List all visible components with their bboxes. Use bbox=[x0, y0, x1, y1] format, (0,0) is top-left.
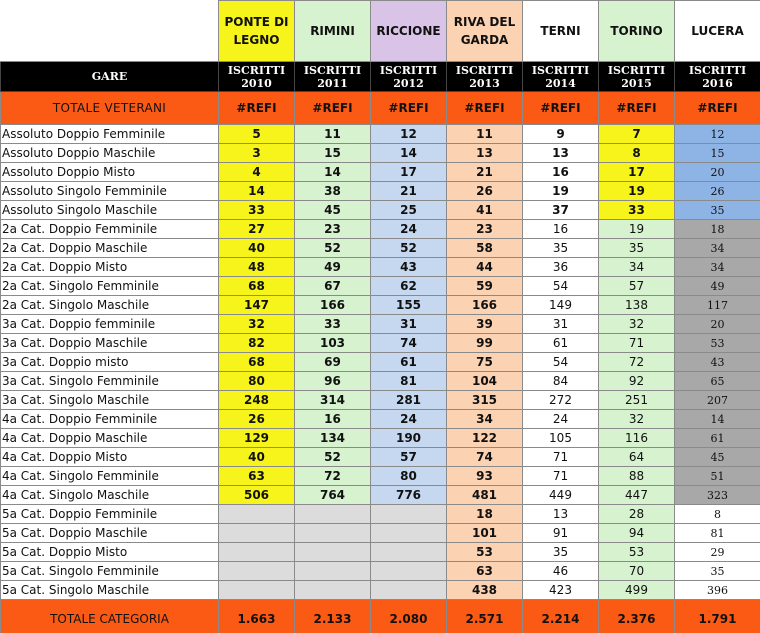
row-label-cell[interactable]: 4a Cat. Singolo Maschile bbox=[1, 486, 219, 505]
totale-veterani-cell[interactable]: #REFI bbox=[599, 92, 675, 125]
table-row bbox=[1, 524, 760, 543]
value-cell[interactable]: 3 bbox=[219, 144, 295, 163]
value-cell[interactable]: 62 bbox=[371, 277, 447, 296]
row-label-cell[interactable]: 2a Cat. Doppio Misto bbox=[1, 258, 219, 277]
value-cell[interactable] bbox=[295, 505, 371, 524]
value-cell[interactable]: 7 bbox=[599, 125, 675, 144]
value-cell[interactable]: 21 bbox=[447, 163, 523, 182]
value-cell[interactable]: 54 bbox=[523, 353, 599, 372]
table-row bbox=[1, 486, 760, 505]
totale-veterani-label[interactable]: TOTALE VETERANI bbox=[1, 92, 219, 125]
value-cell[interactable]: 17 bbox=[371, 163, 447, 182]
value-cell[interactable]: 36 bbox=[523, 258, 599, 277]
value-cell[interactable]: 19 bbox=[599, 182, 675, 201]
value-cell[interactable]: 37 bbox=[523, 201, 599, 220]
totale-veterani-cell[interactable]: #REFI bbox=[447, 92, 523, 125]
value-cell[interactable]: 11 bbox=[295, 125, 371, 144]
value-cell[interactable]: 43 bbox=[675, 353, 760, 372]
value-cell[interactable]: 67 bbox=[295, 277, 371, 296]
value-cell[interactable]: 8 bbox=[675, 505, 760, 524]
value-cell[interactable]: 4 bbox=[219, 163, 295, 182]
table-row bbox=[1, 353, 760, 372]
corner-cell[interactable] bbox=[1, 1, 219, 62]
value-cell[interactable]: 248 bbox=[219, 391, 295, 410]
value-cell[interactable]: 13 bbox=[523, 505, 599, 524]
table-row bbox=[1, 239, 760, 258]
totale-categoria-cell[interactable]: 2.571 bbox=[447, 600, 523, 633]
value-cell[interactable]: 16 bbox=[523, 163, 599, 182]
value-cell[interactable]: 29 bbox=[675, 543, 760, 562]
totale-categoria-cell[interactable]: 2.214 bbox=[523, 600, 599, 633]
row-label-cell[interactable]: 3a Cat. Doppio Maschile bbox=[1, 334, 219, 353]
value-cell[interactable] bbox=[219, 562, 295, 581]
value-cell[interactable]: 16 bbox=[295, 410, 371, 429]
value-cell[interactable]: 52 bbox=[295, 448, 371, 467]
totale-veterani-row bbox=[1, 92, 760, 125]
table-row bbox=[1, 562, 760, 581]
value-cell[interactable]: 8 bbox=[599, 144, 675, 163]
table-row bbox=[1, 410, 760, 429]
table-row bbox=[1, 144, 760, 163]
value-cell[interactable]: 149 bbox=[523, 296, 599, 315]
value-cell[interactable]: 28 bbox=[599, 505, 675, 524]
value-cell[interactable]: 54 bbox=[523, 277, 599, 296]
value-cell[interactable]: 506 bbox=[219, 486, 295, 505]
value-cell[interactable] bbox=[371, 543, 447, 562]
value-cell[interactable]: 49 bbox=[675, 277, 760, 296]
value-cell[interactable]: 24 bbox=[371, 220, 447, 239]
row-label-cell[interactable]: 5a Cat. Singolo Femminile bbox=[1, 562, 219, 581]
value-cell[interactable]: 101 bbox=[447, 524, 523, 543]
value-cell[interactable]: 61 bbox=[371, 353, 447, 372]
totale-veterani-cell[interactable]: #REFI bbox=[219, 92, 295, 125]
value-cell[interactable]: 34 bbox=[675, 239, 760, 258]
value-cell[interactable]: 49 bbox=[295, 258, 371, 277]
value-cell[interactable]: 5 bbox=[219, 125, 295, 144]
value-cell[interactable]: 70 bbox=[599, 562, 675, 581]
table-row bbox=[1, 391, 760, 410]
row-label-cell[interactable]: Assoluto Doppio Maschile bbox=[1, 144, 219, 163]
value-cell[interactable]: 19 bbox=[523, 182, 599, 201]
value-cell[interactable]: 104 bbox=[447, 372, 523, 391]
value-cell[interactable]: 26 bbox=[219, 410, 295, 429]
year-header-cell[interactable]: ISCRITTI 2015 bbox=[599, 62, 675, 92]
venue-header-cell[interactable]: RICCIONE bbox=[371, 1, 447, 62]
table-row bbox=[1, 448, 760, 467]
value-cell[interactable]: 9 bbox=[523, 125, 599, 144]
totale-veterani-cell[interactable]: #REFI bbox=[295, 92, 371, 125]
value-cell[interactable]: 19 bbox=[599, 220, 675, 239]
value-cell[interactable]: 166 bbox=[295, 296, 371, 315]
gare-label-cell[interactable]: GARE bbox=[1, 62, 219, 92]
venue-header-cell[interactable]: RIVA DEL GARDA bbox=[447, 1, 523, 62]
value-cell[interactable]: 323 bbox=[675, 486, 760, 505]
venue-header-row bbox=[1, 1, 760, 62]
table-row bbox=[1, 429, 760, 448]
row-label-cell[interactable]: 2a Cat. Doppio Maschile bbox=[1, 239, 219, 258]
value-cell[interactable]: 94 bbox=[599, 524, 675, 543]
row-label-cell[interactable]: 5a Cat. Doppio Maschile bbox=[1, 524, 219, 543]
value-cell[interactable]: 74 bbox=[371, 334, 447, 353]
value-cell[interactable]: 15 bbox=[675, 144, 760, 163]
value-cell[interactable]: 18 bbox=[675, 220, 760, 239]
value-cell[interactable]: 45 bbox=[675, 448, 760, 467]
venue-header-cell[interactable]: TERNI bbox=[523, 1, 599, 62]
value-cell[interactable]: 26 bbox=[447, 182, 523, 201]
value-cell[interactable]: 281 bbox=[371, 391, 447, 410]
value-cell[interactable] bbox=[295, 562, 371, 581]
value-cell[interactable]: 40 bbox=[219, 239, 295, 258]
value-cell[interactable]: 14 bbox=[371, 144, 447, 163]
value-cell[interactable]: 24 bbox=[371, 410, 447, 429]
table-row bbox=[1, 220, 760, 239]
value-cell[interactable]: 33 bbox=[599, 201, 675, 220]
value-cell[interactable]: 272 bbox=[523, 391, 599, 410]
value-cell[interactable] bbox=[295, 543, 371, 562]
table-row bbox=[1, 125, 760, 144]
value-cell[interactable]: 12 bbox=[371, 125, 447, 144]
value-cell[interactable]: 61 bbox=[675, 429, 760, 448]
totale-veterani-cell[interactable]: #REFI bbox=[371, 92, 447, 125]
table-row bbox=[1, 163, 760, 182]
value-cell[interactable]: 72 bbox=[599, 353, 675, 372]
year-header-cell[interactable]: ISCRITTI 2012 bbox=[371, 62, 447, 92]
totale-categoria-cell[interactable]: 2.133 bbox=[295, 600, 371, 633]
value-cell[interactable] bbox=[219, 524, 295, 543]
value-cell[interactable]: 34 bbox=[447, 410, 523, 429]
totale-categoria-row bbox=[1, 600, 760, 633]
value-cell[interactable]: 26 bbox=[675, 182, 760, 201]
value-cell[interactable]: 31 bbox=[523, 315, 599, 334]
value-cell[interactable]: 35 bbox=[523, 543, 599, 562]
value-cell[interactable]: 13 bbox=[523, 144, 599, 163]
row-label-cell[interactable]: 4a Cat. Singolo Femminile bbox=[1, 467, 219, 486]
value-cell[interactable]: 15 bbox=[295, 144, 371, 163]
value-cell[interactable]: 25 bbox=[371, 201, 447, 220]
value-cell[interactable]: 34 bbox=[599, 258, 675, 277]
table-row bbox=[1, 581, 760, 600]
value-cell[interactable]: 14 bbox=[295, 163, 371, 182]
value-cell[interactable]: 53 bbox=[447, 543, 523, 562]
value-cell[interactable]: 11 bbox=[447, 125, 523, 144]
row-label-cell[interactable]: Assoluto Singolo Maschile bbox=[1, 201, 219, 220]
value-cell[interactable]: 14 bbox=[675, 410, 760, 429]
value-cell[interactable]: 31 bbox=[371, 315, 447, 334]
value-cell[interactable]: 35 bbox=[675, 201, 760, 220]
table-row bbox=[1, 182, 760, 201]
table-row bbox=[1, 334, 760, 353]
value-cell[interactable]: 155 bbox=[371, 296, 447, 315]
value-cell[interactable]: 58 bbox=[447, 239, 523, 258]
value-cell[interactable]: 13 bbox=[447, 144, 523, 163]
row-label-cell[interactable]: 5a Cat. Singolo Maschile bbox=[1, 581, 219, 600]
table-row bbox=[1, 296, 760, 315]
row-label-cell[interactable]: 3a Cat. Singolo Maschile bbox=[1, 391, 219, 410]
year-header-cell[interactable]: ISCRITTI 2011 bbox=[295, 62, 371, 92]
table-row bbox=[1, 505, 760, 524]
value-cell[interactable]: 21 bbox=[371, 182, 447, 201]
value-cell[interactable]: 438 bbox=[447, 581, 523, 600]
table-row bbox=[1, 467, 760, 486]
value-cell[interactable]: 23 bbox=[295, 220, 371, 239]
value-cell[interactable]: 190 bbox=[371, 429, 447, 448]
value-cell[interactable]: 40 bbox=[219, 448, 295, 467]
value-cell[interactable]: 38 bbox=[295, 182, 371, 201]
value-cell[interactable]: 99 bbox=[447, 334, 523, 353]
table-row bbox=[1, 315, 760, 334]
value-cell[interactable]: 20 bbox=[675, 163, 760, 182]
value-cell[interactable]: 80 bbox=[219, 372, 295, 391]
value-cell[interactable]: 33 bbox=[219, 201, 295, 220]
value-cell[interactable]: 122 bbox=[447, 429, 523, 448]
value-cell[interactable]: 81 bbox=[371, 372, 447, 391]
value-cell[interactable]: 396 bbox=[675, 581, 760, 600]
value-cell[interactable]: 96 bbox=[295, 372, 371, 391]
totale-categoria-cell[interactable]: 1.791 bbox=[675, 600, 760, 633]
totale-categoria-label[interactable]: TOTALE CATEGORIA bbox=[1, 600, 219, 633]
value-cell[interactable]: 32 bbox=[599, 315, 675, 334]
value-cell[interactable]: 147 bbox=[219, 296, 295, 315]
value-cell[interactable]: 64 bbox=[599, 448, 675, 467]
value-cell[interactable]: 314 bbox=[295, 391, 371, 410]
value-cell[interactable] bbox=[371, 524, 447, 543]
value-cell[interactable]: 35 bbox=[675, 562, 760, 581]
row-label-cell[interactable]: 4a Cat. Doppio Misto bbox=[1, 448, 219, 467]
value-cell[interactable]: 91 bbox=[523, 524, 599, 543]
table-row bbox=[1, 201, 760, 220]
value-cell[interactable]: 447 bbox=[599, 486, 675, 505]
row-label-cell[interactable]: 4a Cat. Doppio Maschile bbox=[1, 429, 219, 448]
value-cell[interactable]: 53 bbox=[675, 334, 760, 353]
value-cell[interactable]: 103 bbox=[295, 334, 371, 353]
value-cell[interactable]: 65 bbox=[675, 372, 760, 391]
value-cell[interactable]: 14 bbox=[219, 182, 295, 201]
value-cell[interactable]: 69 bbox=[295, 353, 371, 372]
value-cell[interactable] bbox=[219, 581, 295, 600]
value-cell[interactable]: 92 bbox=[599, 372, 675, 391]
value-cell[interactable]: 57 bbox=[599, 277, 675, 296]
value-cell[interactable]: 105 bbox=[523, 429, 599, 448]
year-header-cell[interactable]: ISCRITTI 2016 bbox=[675, 62, 760, 92]
value-cell[interactable] bbox=[371, 562, 447, 581]
value-cell[interactable]: 52 bbox=[295, 239, 371, 258]
value-cell[interactable]: 84 bbox=[523, 372, 599, 391]
value-cell[interactable]: 251 bbox=[599, 391, 675, 410]
value-cell[interactable]: 63 bbox=[447, 562, 523, 581]
row-label-cell[interactable]: Assoluto Singolo Femminile bbox=[1, 182, 219, 201]
totale-categoria-cell[interactable]: 2.080 bbox=[371, 600, 447, 633]
totale-categoria-cell[interactable]: 1.663 bbox=[219, 600, 295, 633]
row-label-cell[interactable]: 2a Cat. Doppio Femminile bbox=[1, 220, 219, 239]
value-cell[interactable]: 51 bbox=[675, 467, 760, 486]
value-cell[interactable]: 88 bbox=[599, 467, 675, 486]
table-row bbox=[1, 372, 760, 391]
row-label-cell[interactable]: 5a Cat. Doppio Misto bbox=[1, 543, 219, 562]
value-cell[interactable]: 116 bbox=[599, 429, 675, 448]
value-cell[interactable]: 72 bbox=[295, 467, 371, 486]
value-cell[interactable]: 138 bbox=[599, 296, 675, 315]
gare-header-row bbox=[1, 62, 760, 92]
venue-header-cell[interactable]: LUCERA bbox=[675, 1, 760, 62]
value-cell[interactable]: 59 bbox=[447, 277, 523, 296]
value-cell[interactable]: 53 bbox=[599, 543, 675, 562]
value-cell[interactable]: 134 bbox=[295, 429, 371, 448]
value-cell[interactable]: 776 bbox=[371, 486, 447, 505]
totale-veterani-cell[interactable]: #REFI bbox=[523, 92, 599, 125]
value-cell[interactable]: 17 bbox=[599, 163, 675, 182]
value-cell[interactable] bbox=[219, 543, 295, 562]
value-cell[interactable]: 45 bbox=[295, 201, 371, 220]
row-label-cell[interactable]: 3a Cat. Singolo Femminile bbox=[1, 372, 219, 391]
value-cell[interactable]: 499 bbox=[599, 581, 675, 600]
value-cell[interactable]: 449 bbox=[523, 486, 599, 505]
value-cell[interactable]: 68 bbox=[219, 277, 295, 296]
venue-header-cell[interactable]: RIMINI bbox=[295, 1, 371, 62]
row-label-cell[interactable]: 2a Cat. Singolo Maschile bbox=[1, 296, 219, 315]
value-cell[interactable]: 80 bbox=[371, 467, 447, 486]
value-cell[interactable]: 82 bbox=[219, 334, 295, 353]
value-cell[interactable]: 52 bbox=[371, 239, 447, 258]
row-label-cell[interactable]: 4a Cat. Doppio Femminile bbox=[1, 410, 219, 429]
value-cell[interactable]: 166 bbox=[447, 296, 523, 315]
table-row bbox=[1, 277, 760, 296]
value-cell[interactable]: 24 bbox=[523, 410, 599, 429]
value-cell[interactable]: 48 bbox=[219, 258, 295, 277]
value-cell[interactable]: 71 bbox=[599, 334, 675, 353]
value-cell[interactable]: 57 bbox=[371, 448, 447, 467]
value-cell[interactable]: 75 bbox=[447, 353, 523, 372]
value-cell[interactable]: 35 bbox=[599, 239, 675, 258]
value-cell[interactable] bbox=[371, 505, 447, 524]
value-cell[interactable]: 71 bbox=[523, 467, 599, 486]
value-cell[interactable]: 46 bbox=[523, 562, 599, 581]
value-cell[interactable]: 315 bbox=[447, 391, 523, 410]
value-cell[interactable]: 32 bbox=[599, 410, 675, 429]
venue-header-cell[interactable]: TORINO bbox=[599, 1, 675, 62]
row-label-cell[interactable]: 3a Cat. Doppio misto bbox=[1, 353, 219, 372]
value-cell[interactable]: 20 bbox=[675, 315, 760, 334]
value-cell[interactable]: 81 bbox=[675, 524, 760, 543]
value-cell[interactable]: 129 bbox=[219, 429, 295, 448]
year-header-cell[interactable]: ISCRITTI 2014 bbox=[523, 62, 599, 92]
value-cell[interactable]: 12 bbox=[675, 125, 760, 144]
value-cell[interactable]: 68 bbox=[219, 353, 295, 372]
value-cell[interactable]: 34 bbox=[675, 258, 760, 277]
value-cell[interactable]: 32 bbox=[219, 315, 295, 334]
value-cell[interactable]: 39 bbox=[447, 315, 523, 334]
totale-categoria-cell[interactable]: 2.376 bbox=[599, 600, 675, 633]
value-cell[interactable]: 117 bbox=[675, 296, 760, 315]
row-label-cell[interactable]: Assoluto Doppio Femminile bbox=[1, 125, 219, 144]
value-cell[interactable]: 44 bbox=[447, 258, 523, 277]
value-cell[interactable]: 93 bbox=[447, 467, 523, 486]
value-cell[interactable]: 27 bbox=[219, 220, 295, 239]
totale-veterani-cell[interactable]: #REFI bbox=[675, 92, 760, 125]
value-cell[interactable]: 61 bbox=[523, 334, 599, 353]
value-cell[interactable]: 71 bbox=[523, 448, 599, 467]
value-cell[interactable] bbox=[295, 581, 371, 600]
value-cell[interactable]: 43 bbox=[371, 258, 447, 277]
value-cell[interactable] bbox=[219, 505, 295, 524]
value-cell[interactable] bbox=[295, 524, 371, 543]
value-cell[interactable]: 23 bbox=[447, 220, 523, 239]
value-cell[interactable]: 481 bbox=[447, 486, 523, 505]
value-cell[interactable] bbox=[371, 581, 447, 600]
year-header-cell[interactable]: ISCRITTI 2010 bbox=[219, 62, 295, 92]
value-cell[interactable]: 63 bbox=[219, 467, 295, 486]
value-cell[interactable]: 35 bbox=[523, 239, 599, 258]
row-label-cell[interactable]: 3a Cat. Doppio femminile bbox=[1, 315, 219, 334]
value-cell[interactable]: 74 bbox=[447, 448, 523, 467]
table-row bbox=[1, 258, 760, 277]
value-cell[interactable]: 41 bbox=[447, 201, 523, 220]
row-label-cell[interactable]: 5a Cat. Doppio Femminile bbox=[1, 505, 219, 524]
value-cell[interactable]: 764 bbox=[295, 486, 371, 505]
value-cell[interactable]: 423 bbox=[523, 581, 599, 600]
value-cell[interactable]: 33 bbox=[295, 315, 371, 334]
value-cell[interactable]: 18 bbox=[447, 505, 523, 524]
row-label-cell[interactable]: 2a Cat. Singolo Femminile bbox=[1, 277, 219, 296]
value-cell[interactable]: 207 bbox=[675, 391, 760, 410]
year-header-cell[interactable]: ISCRITTI 2013 bbox=[447, 62, 523, 92]
row-label-cell[interactable]: Assoluto Doppio Misto bbox=[1, 163, 219, 182]
venue-header-cell[interactable]: PONTE DI LEGNO bbox=[219, 1, 295, 62]
table-row bbox=[1, 543, 760, 562]
value-cell[interactable]: 16 bbox=[523, 220, 599, 239]
